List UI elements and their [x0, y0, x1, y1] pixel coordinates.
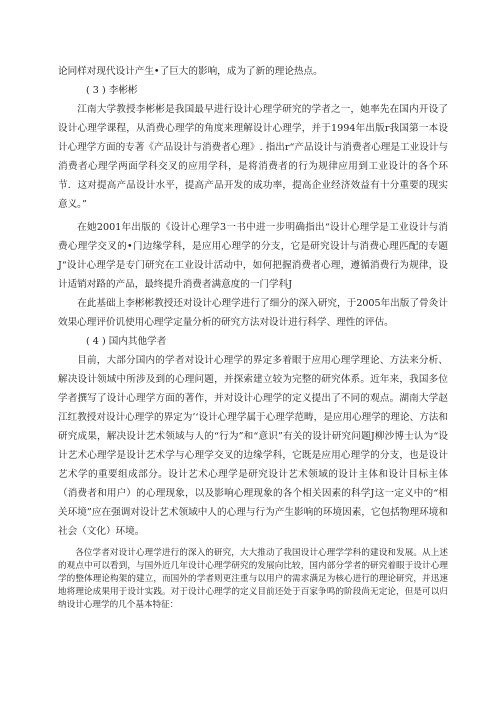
document-page — [58, 62, 448, 612]
paragraph-2001-book: 在她2001年出版的《设计心理学3一书中进一步明确指出“设计心理学是工业设计与消费心理学交叉的•门边缘学科，是应用心理学的分支，它是研究设计与消费心理匹配的专题J“设计心理学是专门研究在工业设计活动中，如何把握消费者心理，遵循消费行为规律，设计适销对路的产品，最终提升消费者满意度的一门学科J — [58, 222, 448, 290]
paragraph-intro-tail: 论同样对现代设计产生•了巨大的影响，成为了新的理论热点。 — [58, 66, 323, 77]
paragraph-other-scholars: 目前，大部分国内的学者对设计心理学的界定多着眼于应用心理学理论、方法来分析、解决设计领域中所涉及到的心理问题，并探索建立较为完整的研究体系。近年来，我国多位学者撰写了设计心理学方面的著作，并对设计心理学的定义提出了不同的观点。湖南大学赵江红教授对设计心理学的界定为’‘设计心理学属于心理学范畴，是应用心理学的理论、方法和研究成果，解决设计艺术领域与人的“行为”和“意识”有关的设计研究问题J柳沙博士认为“设计艺术心理学是设计艺术学与心理学交叉的边缘学科，它既是应用心理学的分支，也是设计艺术学的重要组成部分。设计艺术心理学是研究设计艺术领域的设计主体和设计目标主体（消费者和用户）的心理现象，以及影响心理现象的各个相关因素的科学J这一定义中的“相关环境”应在强调对设计艺术领域中人的心理与行为产生影响的环境因素，它包括物理环境和社会（文化）环境。 — [58, 355, 448, 537]
paragraph-li-binbin: 江南大学教授李彬彬是我国最早进行设计心理学研究的学者之一，她率先在国内开设了设计心理学课程，从消费心理学的角度来理解设计心理学，并于1994年出版r我国第一本设计心理学方面的专著《产品设计与消费者心理》. 指出r“产品设计与消费者心理是工业设计与消费者心理学两面学科交叉的应用学科，是将消费者的行为规律应用到工业设计的各个环节．这对提高产品设计水平，提高产品开发的成功率，提高企业经济效益有十分重要的现实意义。” — [58, 104, 448, 210]
paragraph-summary: 各位学者对设计心理学进行的深入的研究，大大推动了我国设计心理学学科的建设和发展。从上述的观点中可以看到，与国外近几年设计心理学研究的发展向比较，国内部分学者的研究着眼于设计心理学的整体理论构架的建立，而国外的学者则更注重与以用户的需求满足为核心进行的理论研究，并迅速地将理论成果用于设计实践。对于设计心理学的定义目前还处于百家争鸣的阶段尚无定论，但是可以归纳设计心理学的几个基本特征： — [58, 548, 448, 610]
paragraph-2005-book: 在此基础上李彬彬教授还对设计心理学进行了细分的深入研究，于2005年出版了骨灸计效果心理评价讥使用心理学定量分析的研究方法对设计进行科学、理性的评估。 — [58, 298, 448, 328]
section-heading-other-scholars: ( 4 ) 国内其他学者 — [86, 336, 167, 347]
section-heading-li-binbin: ( 3 ) 李彬彬 — [86, 85, 138, 96]
